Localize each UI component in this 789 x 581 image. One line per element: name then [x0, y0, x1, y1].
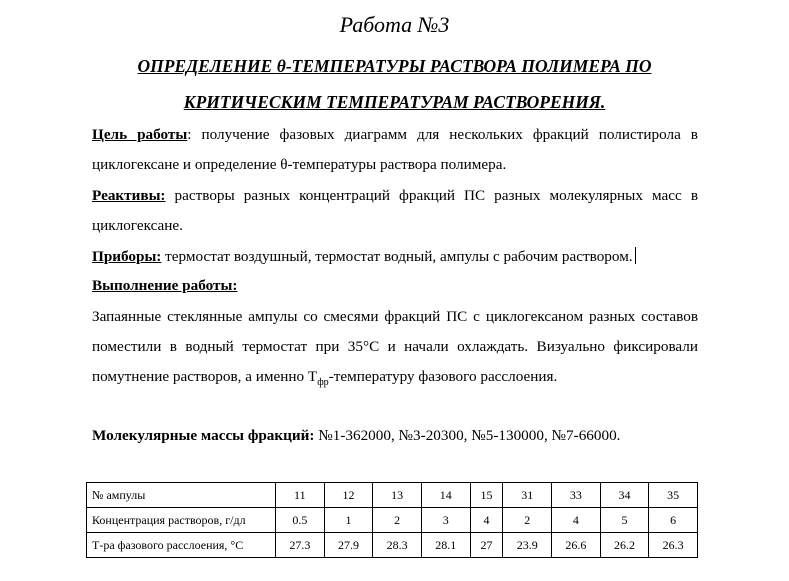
table-cell: 12 — [324, 483, 373, 508]
heading-line-2: КРИТИЧЕСКИМ ТЕМПЕРАТУРАМ РАСТВОРЕНИЯ. — [183, 92, 606, 112]
table-cell: 3 — [421, 508, 470, 533]
table-cell: 27 — [470, 533, 503, 558]
devices-text: термостат воздушный, термостат водный, ампулы с рабочим раствором. — [161, 248, 633, 265]
table-cell: 34 — [600, 483, 649, 508]
heading-post: -ТЕМПЕРАТУРЫ РАСТВОРА ПОЛИМЕРА ПО — [285, 56, 652, 76]
table-cell: 31 — [503, 483, 552, 508]
table-cell: 11 — [276, 483, 325, 508]
execution-paragraph — [92, 302, 698, 398]
execution-text-post: -температуру фазового расслоения. — [328, 368, 558, 385]
table-row — [87, 533, 698, 558]
reagents-paragraph — [92, 181, 698, 241]
page-title: Работа №3 — [339, 12, 450, 37]
heading-line-1 — [0, 56, 789, 77]
table-body — [87, 483, 698, 558]
table-cell: 28.1 — [421, 533, 470, 558]
masses-paragraph — [92, 421, 698, 451]
table-row-label: № ампулы — [87, 483, 276, 508]
table-cell: 23.9 — [503, 533, 552, 558]
text-cursor — [635, 247, 636, 264]
execution-heading — [92, 271, 698, 301]
execution-label: Выполнение работы: — [92, 277, 238, 294]
reagents-text: растворы разных концентраций фракций ПС разных молекулярных масс в циклогексане. — [92, 187, 698, 234]
theta-symbol: θ — [276, 56, 286, 76]
table-cell: 26.3 — [649, 533, 698, 558]
masses-text: №1-362000, №3-20300, №5-130000, №7-66000. — [314, 427, 621, 444]
table-cell: 5 — [600, 508, 649, 533]
heading-pre: ОПРЕДЕЛЕНИЕ — [137, 56, 277, 76]
devices-paragraph — [92, 242, 698, 272]
table-cell: 33 — [552, 483, 601, 508]
table-cell: 2 — [503, 508, 552, 533]
table-cell: 4 — [470, 508, 503, 533]
table-cell: 35 — [649, 483, 698, 508]
table-cell: 4 — [552, 508, 601, 533]
execution-text-pre: Запаянные стеклянные ампулы со смесями фракций ПС с циклогексаном разных составов поместили в водный термостат при 35°С и начали охлаждать. Визуально фиксировали помутнение растворов, а именно Т — [92, 308, 698, 385]
masses-label: Молекулярные массы фракций: — [92, 427, 315, 444]
table-cell: 6 — [649, 508, 698, 533]
goal-text: : получение фазовых диаграмм для нескольких фракций полистирола в циклогексане и определение θ-температуры раствора полимера. — [92, 126, 698, 173]
table-cell: 15 — [470, 483, 503, 508]
table-row — [87, 483, 698, 508]
data-table — [86, 482, 698, 558]
table-cell: 2 — [373, 508, 422, 533]
goal-label: Цель работы — [92, 126, 188, 143]
table-cell: 27.3 — [276, 533, 325, 558]
reagents-label: Реактивы: — [92, 187, 166, 204]
table-cell: 26.2 — [600, 533, 649, 558]
table-row — [87, 508, 698, 533]
table-cell: 1 — [324, 508, 373, 533]
table-row-label: Т-ра фазового расслоения, °С — [87, 533, 276, 558]
table-cell: 27.9 — [324, 533, 373, 558]
table-cell: 28.3 — [373, 533, 422, 558]
table-cell: 0.5 — [276, 508, 325, 533]
table-cell: 13 — [373, 483, 422, 508]
execution-subscript: фр — [317, 377, 329, 389]
table-row-label: Концентрация растворов, г/дл — [87, 508, 276, 533]
devices-label: Приборы: — [92, 248, 162, 265]
goal-paragraph — [92, 120, 698, 180]
table-cell: 14 — [421, 483, 470, 508]
table-cell: 26.6 — [552, 533, 601, 558]
